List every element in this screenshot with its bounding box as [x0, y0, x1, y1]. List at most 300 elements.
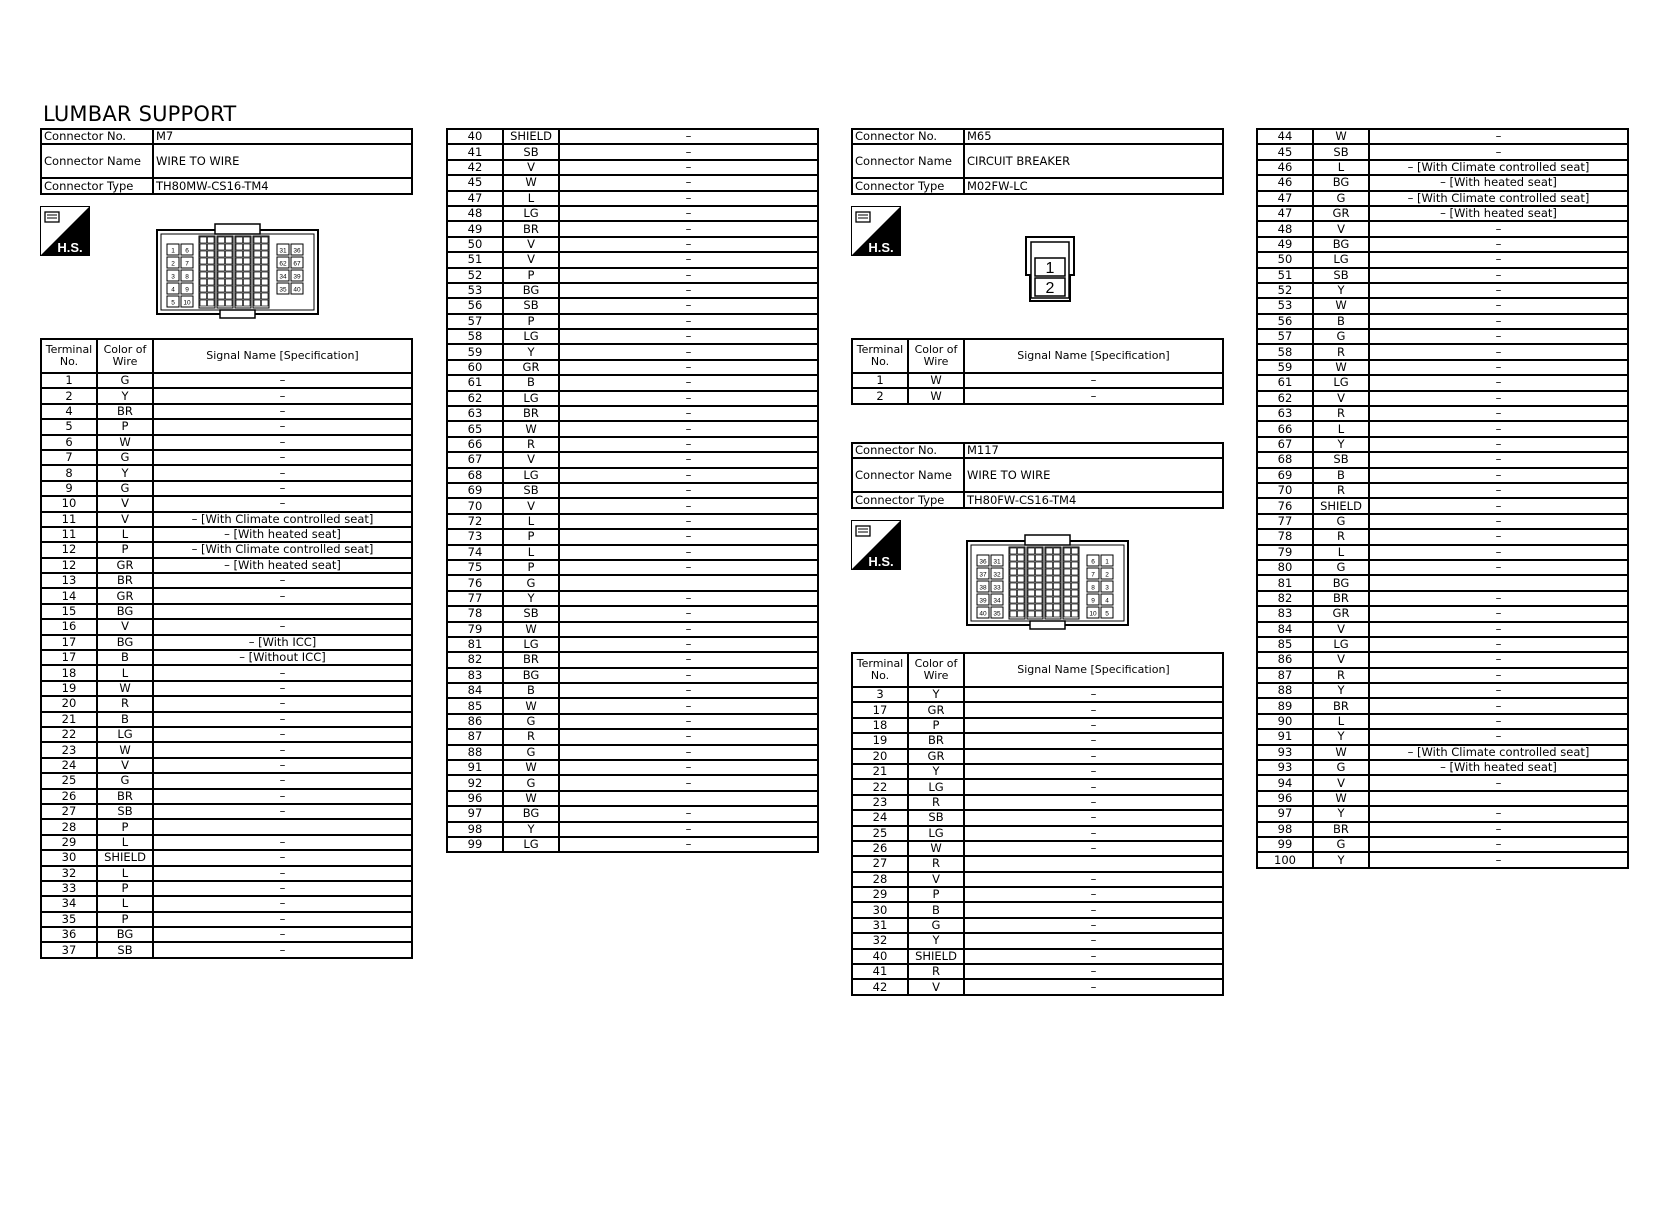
connector-type-label: Connector Type: [41, 178, 153, 193]
pin-label: 6: [1091, 558, 1095, 566]
terminal-row: [447, 175, 818, 190]
pin-cavity: [1054, 555, 1061, 561]
pin-cavity: [1046, 611, 1053, 617]
terminal-no-cell: 52: [447, 268, 503, 283]
terminal-row: [447, 637, 818, 652]
wire-color-cell: P: [503, 268, 559, 283]
terminal-row: [852, 810, 1223, 825]
pin-label: 34: [279, 273, 287, 281]
pin-cavity: [1054, 576, 1061, 582]
signal-name-cell: –: [153, 665, 412, 680]
signal-name-cell: –: [559, 806, 818, 821]
pin-label: 35: [993, 610, 1001, 618]
terminal-row: [852, 764, 1223, 779]
terminal-row: [41, 558, 412, 573]
pin-cavity: [1036, 562, 1043, 568]
terminal-row: [41, 665, 412, 680]
wire-color-cell: V: [908, 872, 964, 887]
terminal-no-cell: 18: [41, 665, 97, 680]
signal-name-cell: –: [559, 144, 818, 159]
pin-cavity: [208, 265, 215, 271]
wire-color-cell: BR: [503, 221, 559, 236]
pin-cavity: [254, 265, 261, 271]
hs-label: H.S.: [57, 240, 83, 255]
wire-color-cell: BR: [908, 733, 964, 748]
terminal-no-header: Terminal No.: [41, 339, 97, 373]
pin-cavity: [1018, 548, 1025, 554]
terminal-no-cell: 51: [1257, 268, 1313, 283]
pin-cavity: [218, 244, 225, 250]
wire-color-cell: Y: [97, 465, 153, 480]
wire-color-cell: G: [1313, 514, 1369, 529]
terminal-row: [1257, 483, 1628, 498]
wire-color-cell: W: [503, 175, 559, 190]
signal-name-cell: –: [559, 560, 818, 575]
terminal-no-cell: 84: [1257, 622, 1313, 637]
terminal-row: [41, 773, 412, 788]
terminal-row: [1257, 175, 1628, 190]
page-title: LUMBAR SUPPORT: [43, 102, 237, 126]
pin-cavity: [226, 237, 233, 243]
harness-side-icon: [40, 206, 90, 256]
pin-label: 10: [183, 299, 191, 307]
signal-name-cell: –: [1369, 698, 1628, 713]
pin-cavity: [236, 272, 243, 278]
terminal-no-cell: 17: [852, 702, 908, 717]
pin-cavity: [1036, 583, 1043, 589]
terminal-row: [447, 144, 818, 159]
terminal-no-cell: 18: [852, 718, 908, 733]
terminal-row: [852, 872, 1223, 887]
signal-name-cell: –: [559, 221, 818, 236]
terminal-no-cell: 81: [447, 637, 503, 652]
terminal-row: [1257, 437, 1628, 452]
terminal-no-cell: 79: [447, 622, 503, 637]
pin-cavity: [218, 300, 225, 306]
connector-type-value: TH80MW-CS16-TM4: [153, 178, 412, 193]
signal-name-cell: –: [559, 191, 818, 206]
terminal-row: [1257, 698, 1628, 713]
pin-label: 10: [1089, 610, 1097, 618]
wire-color-cell: Y: [503, 822, 559, 837]
signal-name-cell: –: [153, 758, 412, 773]
pin-cavity: [208, 293, 215, 299]
signal-name-cell: –: [559, 529, 818, 544]
terminal-no-cell: 29: [41, 835, 97, 850]
wire-color-cell: Y: [97, 388, 153, 403]
color-of-wire-header: Color of Wire: [97, 339, 153, 373]
signal-name-cell: –: [1369, 344, 1628, 359]
terminal-row: [41, 512, 412, 527]
terminal-row: [852, 949, 1223, 964]
wire-color-cell: L: [97, 527, 153, 542]
pin-cavity: [208, 244, 215, 250]
terminal-no-cell: 20: [41, 696, 97, 711]
signal-name-cell: –: [964, 918, 1223, 933]
terminal-row: [1257, 622, 1628, 637]
pin-cavity: [1054, 583, 1061, 589]
wire-color-cell: SB: [97, 942, 153, 957]
terminal-no-cell: 49: [1257, 237, 1313, 252]
terminal-row: [447, 406, 818, 421]
terminal-row: [447, 714, 818, 729]
wire-color-cell: V: [1313, 622, 1369, 637]
wire-color-cell: GR: [97, 588, 153, 603]
terminal-no-cell: 25: [41, 773, 97, 788]
terminal-row: [1257, 791, 1628, 806]
terminal-row: [41, 588, 412, 603]
terminal-row: [852, 733, 1223, 748]
signal-name-cell: –: [153, 435, 412, 450]
terminal-row: [447, 283, 818, 298]
terminal-no-cell: 5: [41, 419, 97, 434]
terminal-no-cell: 40: [852, 949, 908, 964]
terminal-no-cell: 31: [852, 918, 908, 933]
pin-cavity: [200, 293, 207, 299]
terminal-no-cell: 89: [1257, 698, 1313, 713]
terminal-no-cell: 28: [41, 819, 97, 834]
pin-label: 1: [171, 247, 175, 255]
wire-color-cell: SB: [503, 144, 559, 159]
wire-color-cell: W: [503, 421, 559, 436]
signal-name-cell: –: [964, 949, 1223, 964]
signal-name-cell: – [With heated seat]: [1369, 760, 1628, 775]
signal-name-cell: –: [1369, 514, 1628, 529]
pin-cavity: [1028, 604, 1035, 610]
terminal-no-cell: 56: [1257, 314, 1313, 329]
pin-label: 7: [1091, 571, 1095, 579]
terminal-no-cell: 26: [852, 841, 908, 856]
signal-name-cell: –: [964, 702, 1223, 717]
pin-cavity: [1028, 576, 1035, 582]
terminal-row: [41, 435, 412, 450]
pin-label: 3: [1105, 584, 1109, 592]
signal-name-cell: –: [559, 822, 818, 837]
wire-color-cell: P: [503, 529, 559, 544]
wire-color-cell: G: [1313, 191, 1369, 206]
terminal-table-header: [852, 653, 1223, 687]
pin-cavity: [1010, 590, 1017, 596]
terminal-no-cell: 63: [1257, 406, 1313, 421]
signal-name-header: Signal Name [Specification]: [964, 653, 1223, 687]
terminal-no-cell: 34: [41, 896, 97, 911]
pin-cavity: [254, 237, 261, 243]
terminal-no-cell: 1: [852, 373, 908, 388]
terminal-row: [41, 419, 412, 434]
pin-label: 7: [185, 260, 189, 268]
terminal-no-cell: 76: [447, 575, 503, 590]
pin-cavity: [1010, 611, 1017, 617]
pin-cavity: [1010, 583, 1017, 589]
terminal-row: [447, 529, 818, 544]
pin-cavity: [1054, 562, 1061, 568]
terminal-row: [41, 465, 412, 480]
terminal-row: [852, 388, 1223, 403]
terminal-no-cell: 80: [1257, 560, 1313, 575]
signal-name-cell: – [With heated seat]: [153, 527, 412, 542]
pin-cavity: [1010, 569, 1017, 575]
signal-name-cell: –: [1369, 314, 1628, 329]
terminal-row: [447, 483, 818, 498]
signal-name-cell: –: [1369, 714, 1628, 729]
signal-name-cell: –: [1369, 360, 1628, 375]
pin-label: 3: [171, 273, 175, 281]
terminal-row: [447, 468, 818, 483]
signal-name-cell: –: [559, 514, 818, 529]
terminal-row: [447, 160, 818, 175]
terminal-row: [41, 604, 412, 619]
connector-m117-column: [851, 442, 1224, 509]
connector-m7-diagram: [155, 222, 320, 322]
wire-color-cell: W: [908, 388, 964, 403]
terminal-row: [852, 964, 1223, 979]
pin-cavity: [1018, 611, 1025, 617]
signal-name-cell: –: [153, 804, 412, 819]
terminal-row: [852, 902, 1223, 917]
terminal-no-cell: 35: [41, 912, 97, 927]
signal-name-cell: –: [1369, 498, 1628, 513]
signal-name-cell: –: [1369, 452, 1628, 467]
terminal-row: [41, 388, 412, 403]
terminal-no-cell: 2: [852, 388, 908, 403]
pin-cavity: [1072, 562, 1079, 568]
wire-color-cell: R: [1313, 344, 1369, 359]
wire-color-cell: V: [1313, 652, 1369, 667]
terminal-row: [447, 344, 818, 359]
pin-cavity: [226, 251, 233, 257]
terminal-row: [41, 373, 412, 388]
terminal-no-cell: 74: [447, 545, 503, 560]
terminal-table: [446, 128, 819, 853]
terminal-no-cell: 87: [447, 729, 503, 744]
wire-color-cell: BG: [97, 927, 153, 942]
terminal-no-cell: 9: [41, 481, 97, 496]
terminal-no-cell: 7: [41, 450, 97, 465]
terminal-no-cell: 90: [1257, 714, 1313, 729]
signal-name-cell: –: [1369, 283, 1628, 298]
pin-cavity: [1010, 597, 1017, 603]
wire-color-cell: V: [97, 496, 153, 511]
pin-cavity: [1054, 597, 1061, 603]
signal-name-cell: –: [1369, 637, 1628, 652]
terminal-row: [41, 896, 412, 911]
signal-name-cell: –: [559, 698, 818, 713]
terminal-no-cell: 24: [41, 758, 97, 773]
wire-color-cell: G: [97, 373, 153, 388]
wire-color-cell: Y: [1313, 683, 1369, 698]
pin-label: 4: [1105, 597, 1109, 605]
terminal-no-cell: 86: [447, 714, 503, 729]
terminal-row: [1257, 683, 1628, 698]
terminal-row: [41, 727, 412, 742]
wire-color-cell: BG: [503, 668, 559, 683]
terminal-no-cell: 46: [1257, 160, 1313, 175]
terminal-no-header: Terminal No.: [852, 653, 908, 687]
terminal-row: [447, 775, 818, 790]
pin-cavity: [208, 300, 215, 306]
wire-color-cell: G: [1313, 837, 1369, 852]
wire-color-cell: Y: [1313, 437, 1369, 452]
signal-name-cell: –: [153, 450, 412, 465]
pin-cavity: [1072, 604, 1079, 610]
terminal-no-cell: 99: [1257, 837, 1313, 852]
terminal-row: [41, 481, 412, 496]
pin-label: 6: [185, 247, 189, 255]
signal-name-cell: –: [559, 606, 818, 621]
pin-2-label: 2: [1045, 280, 1055, 297]
pin-cavity: [218, 265, 225, 271]
pin-cavity: [218, 286, 225, 292]
pin-cavity: [208, 279, 215, 285]
terminal-no-cell: 77: [1257, 514, 1313, 529]
wire-color-cell: L: [97, 866, 153, 881]
terminal-table: [851, 338, 1224, 405]
terminal-row: [41, 635, 412, 650]
signal-name-cell: –: [153, 373, 412, 388]
connector-name-label: Connector Name: [852, 458, 964, 492]
terminal-no-cell: 4: [41, 404, 97, 419]
signal-name-cell: –: [964, 687, 1223, 702]
wire-color-cell: V: [97, 619, 153, 634]
signal-name-cell: –: [153, 496, 412, 511]
pin-cavity: [1010, 576, 1017, 582]
pin-cavity: [236, 293, 243, 299]
wire-color-cell: Y: [1313, 806, 1369, 821]
terminal-row: [1257, 591, 1628, 606]
signal-name-cell: –: [1369, 298, 1628, 313]
terminal-row: [447, 391, 818, 406]
pin-cavity: [1018, 562, 1025, 568]
signal-name-cell: –: [559, 160, 818, 175]
pin-cavity: [1046, 576, 1053, 582]
terminal-no-cell: 63: [447, 406, 503, 421]
terminal-row: [447, 760, 818, 775]
connector-type-label: Connector Type: [852, 492, 964, 507]
terminal-row: [447, 360, 818, 375]
signal-name-cell: –: [964, 933, 1223, 948]
signal-name-cell: –: [559, 314, 818, 329]
terminal-row: [447, 237, 818, 252]
connector-no-value: M117: [964, 443, 1223, 458]
wire-color-cell: V: [503, 452, 559, 467]
terminal-no-header: Terminal No.: [852, 339, 908, 373]
pin-cavity: [1064, 604, 1071, 610]
terminal-no-cell: 61: [447, 375, 503, 390]
pin-cavity: [1054, 590, 1061, 596]
terminal-row: [1257, 806, 1628, 821]
signal-name-cell: –: [1369, 375, 1628, 390]
pin-label: 31: [993, 558, 1001, 566]
terminal-row: [447, 698, 818, 713]
terminal-no-cell: 47: [447, 191, 503, 206]
wire-color-cell: G: [1313, 560, 1369, 575]
terminal-no-cell: 37: [41, 942, 97, 957]
terminal-row: [41, 912, 412, 927]
connector-m7-terminal-table-2: [446, 128, 819, 853]
terminal-row: [447, 129, 818, 144]
terminal-no-cell: 65: [447, 421, 503, 436]
signal-name-cell: –: [153, 419, 412, 434]
pin-label: 2: [171, 260, 175, 268]
terminal-no-cell: 82: [447, 652, 503, 667]
terminal-row: [41, 789, 412, 804]
wire-color-cell: P: [97, 419, 153, 434]
pin-cavity: [1018, 604, 1025, 610]
signal-name-cell: –: [559, 268, 818, 283]
terminal-row: [41, 927, 412, 942]
terminal-row: [1257, 745, 1628, 760]
wire-color-cell: BR: [97, 573, 153, 588]
wire-color-cell: R: [503, 437, 559, 452]
wire-color-cell: B: [503, 683, 559, 698]
wire-color-cell: Y: [1313, 283, 1369, 298]
connector-m117-terminal-table-1: [851, 652, 1224, 996]
pin-cavity: [1064, 611, 1071, 617]
terminal-no-cell: 67: [1257, 437, 1313, 452]
terminal-no-cell: 69: [1257, 468, 1313, 483]
terminal-no-cell: 27: [41, 804, 97, 819]
terminal-row: [852, 918, 1223, 933]
terminal-no-cell: 57: [447, 314, 503, 329]
terminal-no-cell: 8: [41, 465, 97, 480]
terminal-row: [41, 758, 412, 773]
connector-m65-terminal-table: [851, 338, 1224, 405]
terminal-row: [1257, 237, 1628, 252]
terminal-row: [1257, 837, 1628, 852]
wire-color-cell: BR: [503, 652, 559, 667]
signal-name-cell: [964, 856, 1223, 871]
connector-name-label: Connector Name: [852, 144, 964, 178]
wire-color-cell: P: [503, 314, 559, 329]
pin-cavity: [262, 265, 269, 271]
wire-color-cell: BR: [97, 789, 153, 804]
pin-cavity: [1036, 569, 1043, 575]
wire-color-cell: V: [97, 758, 153, 773]
signal-name-cell: –: [559, 714, 818, 729]
connector-type-value: TH80FW-CS16-TM4: [964, 492, 1223, 507]
pin-cavity: [218, 272, 225, 278]
pin-cavity: [200, 258, 207, 264]
terminal-row: [1257, 560, 1628, 575]
wire-color-cell: Y: [908, 764, 964, 779]
signal-name-cell: –: [1369, 406, 1628, 421]
pin-cavity: [200, 244, 207, 250]
wire-color-cell: LG: [503, 206, 559, 221]
pin-cavity: [1028, 590, 1035, 596]
terminal-row: [41, 650, 412, 665]
terminal-row: [1257, 729, 1628, 744]
pin-cavity: [244, 279, 251, 285]
terminal-no-cell: 84: [447, 683, 503, 698]
terminal-no-cell: 16: [41, 619, 97, 634]
pin-cavity: [1028, 569, 1035, 575]
wire-color-cell: BR: [1313, 822, 1369, 837]
wire-color-cell: Y: [1313, 852, 1369, 867]
terminal-row: [1257, 221, 1628, 236]
wire-color-cell: Y: [503, 344, 559, 359]
pin-cavity: [236, 286, 243, 292]
pin-cavity: [244, 244, 251, 250]
signal-name-cell: –: [559, 375, 818, 390]
pin-cavity: [262, 258, 269, 264]
pin-cavity: [254, 244, 261, 250]
wire-color-cell: SB: [503, 483, 559, 498]
signal-name-cell: –: [1369, 591, 1628, 606]
wire-color-cell: R: [908, 964, 964, 979]
terminal-row: [1257, 298, 1628, 313]
wire-color-cell: BG: [1313, 175, 1369, 190]
terminal-row: [447, 745, 818, 760]
